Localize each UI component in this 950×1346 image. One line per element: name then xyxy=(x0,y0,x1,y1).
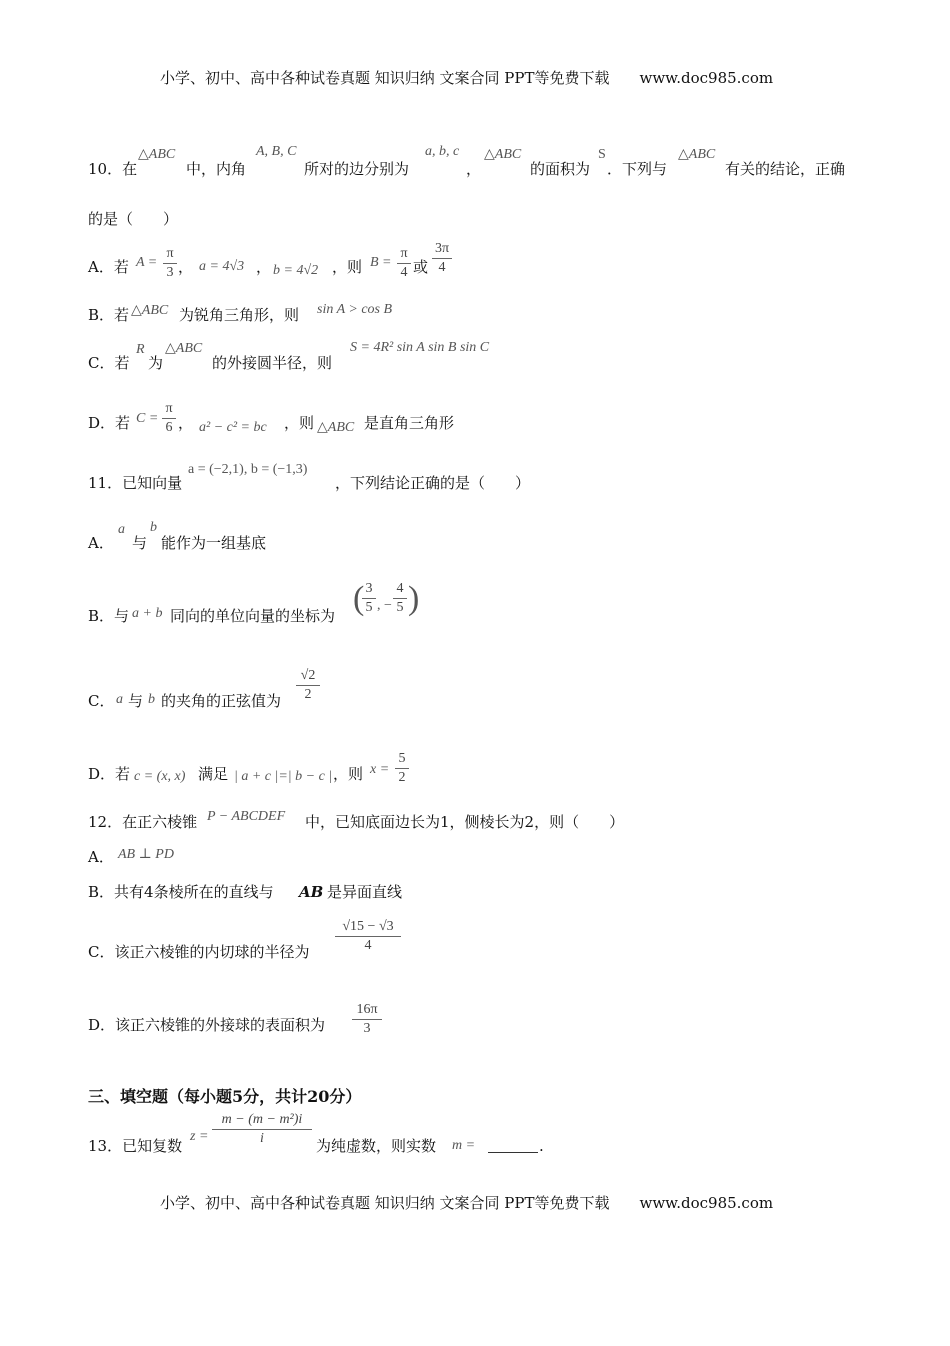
q10-a-m2: a = 4√3 xyxy=(199,259,245,274)
q10-a-frac1-num: π xyxy=(166,246,174,261)
q11-b-sep: , − xyxy=(377,598,392,613)
q10-b-m: sin A > cos B xyxy=(317,302,393,317)
q12-a-label: A． xyxy=(88,848,114,866)
q11-a-m-b: b xyxy=(150,520,157,535)
q10-math-sides: a, b, c xyxy=(425,144,460,159)
q13-answer-blank[interactable] xyxy=(488,1138,538,1153)
q10-c-t2: 为 xyxy=(148,354,164,372)
q10-math-triangle-3: △ABC xyxy=(678,147,716,162)
q10-c-m: S = 4R² sin A sin B sin C xyxy=(350,340,490,355)
q11-d-m2: | a + c |=| b − c | xyxy=(234,769,333,784)
q10-text-4: ， xyxy=(466,160,482,178)
q10-a-m4: B = xyxy=(370,255,392,270)
q10-math-angles: A, B, C xyxy=(256,144,297,159)
q11-c-t3: 的夹角的正弦值为 xyxy=(161,692,282,710)
q11-d-m3: x = xyxy=(370,762,390,777)
q12-d-frac xyxy=(352,1002,382,1037)
q10-c-t3: 的外接圆半径，则 xyxy=(212,354,333,372)
q12-d-frac-num: 16π xyxy=(356,1002,378,1017)
q11-d-frac-den: 2 xyxy=(398,770,406,785)
q10-a-frac3 xyxy=(432,241,452,276)
q10-a-m1: A = xyxy=(136,255,158,270)
q10-a-m3: b = 4√2 xyxy=(273,263,319,278)
q13-frac xyxy=(212,1112,312,1147)
q10-text-line2: 的是（ ） xyxy=(88,210,179,228)
q11-b-frac2 xyxy=(393,581,407,616)
q11-b-frac1-den: 5 xyxy=(365,600,373,615)
q12-c-frac-num: √15 − √3 xyxy=(342,919,394,934)
q12-b-m: AB xyxy=(299,883,324,901)
q13-z-lhs: z = xyxy=(190,1129,209,1144)
q12-a-m: AB ⊥ PD xyxy=(118,847,174,862)
q10-text-2: 中，内角 xyxy=(186,160,247,178)
q10-b-m-tri: △ABC xyxy=(131,303,169,318)
q10-a-t5: 或 xyxy=(413,258,429,276)
q11-b-t1: B．与 xyxy=(88,607,130,625)
q11-d-t1: D．若 xyxy=(88,765,131,783)
q12-b-t1: B．共有4条棱所在的直线与 xyxy=(88,883,274,901)
q12-stem-math: P − ABCDEF xyxy=(207,809,286,824)
q13-frac-den: i xyxy=(260,1131,264,1146)
q10-b-t2: 为锐角三角形，则 xyxy=(179,306,300,324)
q13-m-lhs: m = xyxy=(452,1138,476,1153)
q10-a-frac2-num: π xyxy=(400,246,408,261)
q11-a-t1: A． xyxy=(88,534,114,552)
q10-c-m-R: R xyxy=(136,342,145,357)
q11-a-t2: 与 xyxy=(132,534,148,552)
q10-d-t1: D．若 xyxy=(88,414,131,432)
q11-stem-math: a = (−2,1), b = (−1,3) xyxy=(188,462,308,477)
q10-math-triangle-2: △ABC xyxy=(484,147,522,162)
q11-c-m-a: a xyxy=(116,692,123,707)
q12-stem-2: 中，已知底面边长为1，侧棱长为2，则（ ） xyxy=(305,813,625,831)
q11-stem-1: 11．已知向量 xyxy=(88,474,183,492)
q12-stem-1: 12．在正六棱锥 xyxy=(88,813,198,831)
q10-a-frac2-den: 4 xyxy=(400,265,408,280)
q11-b-lparen: ( xyxy=(353,580,365,617)
q11-d-frac xyxy=(395,751,409,786)
q10-math-S: S xyxy=(598,147,606,162)
q12-c-frac-den: 4 xyxy=(364,938,372,953)
q11-a-m-a: a xyxy=(118,522,125,537)
q10-c-m-tri: △ABC xyxy=(165,341,203,356)
q11-b-frac1-num: 3 xyxy=(365,581,373,596)
q13-t1: 13．已知复数 xyxy=(88,1137,183,1155)
q10-a-frac3-num: 3π xyxy=(434,241,450,256)
q13-frac-num: m − (m − m²)i xyxy=(221,1112,303,1127)
q12-b-t2: 是异面直线 xyxy=(327,883,403,901)
q11-d-m1: c = (x, x) xyxy=(134,769,186,784)
q11-d-t2: 满足 xyxy=(198,765,229,783)
q10-d-m-tri: △ABC xyxy=(317,420,355,435)
q10-a-t3: ， xyxy=(256,258,272,276)
q10-a-frac3-den: 4 xyxy=(438,260,446,275)
q10-d-t3: ，则 xyxy=(284,414,315,432)
q10-a-t2: ， xyxy=(178,258,194,276)
q11-c-t2: 与 xyxy=(128,692,144,710)
q11-c-frac-den: 2 xyxy=(304,687,312,702)
q13-t3: . xyxy=(539,1137,544,1155)
q11-b-frac1 xyxy=(362,581,376,616)
q10-a-frac1-den: 3 xyxy=(166,265,174,280)
q11-c-m-b: b xyxy=(148,692,155,707)
q11-b-rparen: ) xyxy=(408,580,420,617)
q10-a-t1: A．若 xyxy=(88,258,129,276)
q10-d-frac xyxy=(162,401,176,436)
page-footer: 小学、初中、高中各种试卷真题 知识归纳 文案合同 PPT等免费下载 www.doc985.com xyxy=(160,1194,774,1212)
q11-c-t1: C． xyxy=(88,692,115,710)
q10-d-frac-num: π xyxy=(165,401,173,416)
q11-b-frac2-den: 5 xyxy=(396,600,404,615)
q12-c-frac xyxy=(335,919,401,954)
q11-d-frac-num: 5 xyxy=(398,751,406,766)
q11-stem-2: ，下列结论正确的是（ ） xyxy=(335,474,531,492)
q11-a-t3: 能作为一组基底 xyxy=(161,534,267,552)
q10-text-1: 10．在 xyxy=(88,160,138,178)
q12-d-frac-den: 3 xyxy=(363,1021,371,1036)
q10-d-t4: 是直角三角形 xyxy=(364,414,455,432)
q10-text-5: 的面积为 xyxy=(530,160,591,178)
q10-a-frac1 xyxy=(163,246,177,281)
q10-d-m1: C = xyxy=(136,411,159,426)
q11-b-m: a + b xyxy=(132,606,163,621)
q10-a-t4: ，则 xyxy=(332,258,363,276)
q12-c-text: C．该正六棱锥的内切球的半径为 xyxy=(88,943,310,961)
q10-text-6: ．下列与 xyxy=(607,160,668,178)
q10-text-3: 所对的边分别为 xyxy=(304,160,410,178)
q11-b-t2: 同向的单位向量的坐标为 xyxy=(170,607,336,625)
q10-a-frac2 xyxy=(397,246,411,281)
q10-c-t1: C．若 xyxy=(88,354,130,372)
q11-c-frac xyxy=(296,668,320,703)
q10-d-t2: ， xyxy=(178,414,194,432)
page-header: 小学、初中、高中各种试卷真题 知识归纳 文案合同 PPT等免费下载 www.doc985.com xyxy=(160,69,774,87)
q10-text-7: 有关的结论，正确 xyxy=(725,160,846,178)
q11-b-frac2-num: 4 xyxy=(396,581,404,596)
q12-d-text: D．该正六棱锥的外接球的表面积为 xyxy=(88,1016,326,1034)
q11-d-t3: ，则 xyxy=(333,765,364,783)
q10-d-m2: a² − c² = bc xyxy=(199,420,267,435)
q10-math-triangle: △ABC xyxy=(138,147,176,162)
q10-d-frac-den: 6 xyxy=(165,420,173,435)
section-heading-fill-in: 三、填空题（每小题5分，共计20分） xyxy=(88,1087,362,1106)
q11-c-frac-num: √2 xyxy=(300,668,316,683)
q13-t2: 为纯虚数，则实数 xyxy=(316,1137,437,1155)
q10-b-t1: B．若 xyxy=(88,306,130,324)
